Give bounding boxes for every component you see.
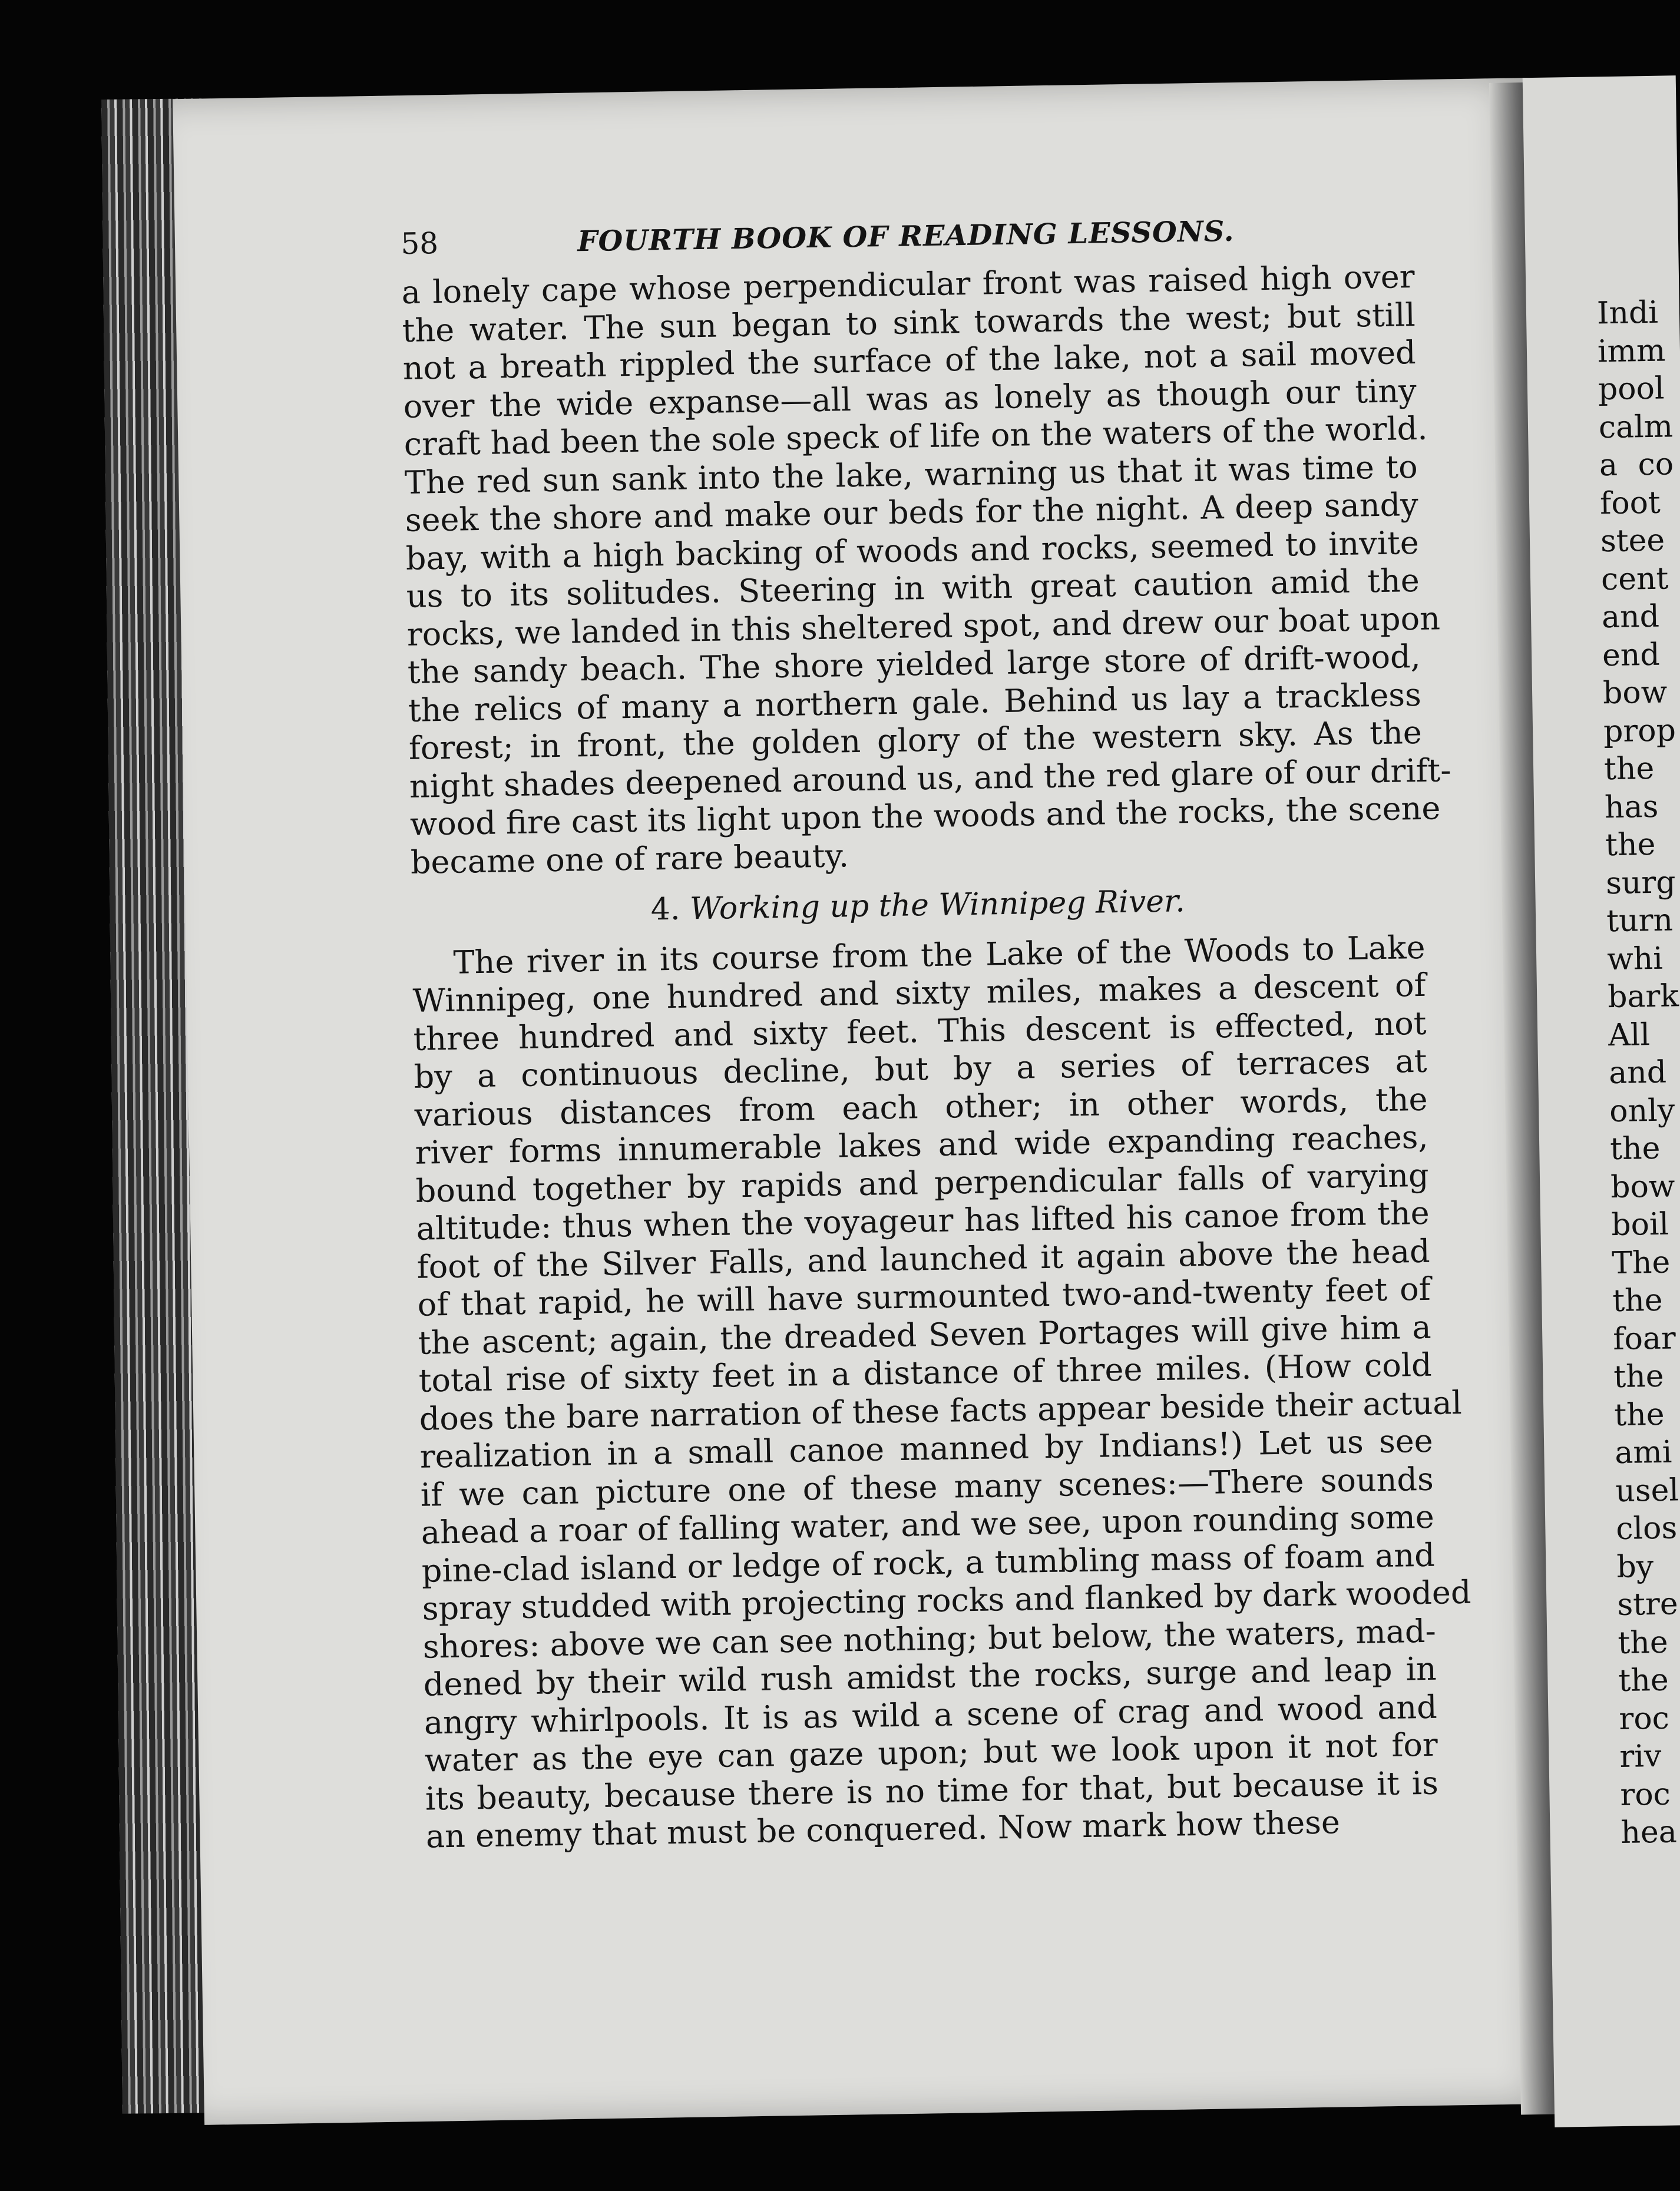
right-page-line-fragment: end: [1602, 637, 1661, 673]
right-page-line-fragment: the: [1605, 826, 1656, 863]
right-page-line-fragment: stre: [1616, 1586, 1679, 1623]
text-line: various distances from each other; in other words, the: [414, 1080, 1428, 1134]
text-line: rocks, we landed in this sheltered spot, and drew our boat upon: [406, 599, 1441, 653]
right-page-line-fragment: has: [1604, 789, 1659, 825]
right-page-line-fragment: the: [1617, 1624, 1669, 1661]
right-page-fragments: [1526, 293, 1680, 1853]
text-line: became one of rare beauty.: [410, 836, 849, 881]
text-line: ahead a roar of falling water, and we see, upon rounding some: [421, 1498, 1435, 1551]
text-line: river forms innumerable lakes and wide expanding reaches,: [415, 1118, 1428, 1171]
right-page-line-fragment: whi: [1606, 941, 1664, 977]
text-line: bay, with a high backing of woods and rocks, seemed to invite: [405, 524, 1420, 577]
right-page-line-fragment: the: [1613, 1358, 1664, 1395]
text-line: shores: above we can see nothing; but below, the waters, mad-: [422, 1612, 1437, 1666]
text-line: Winnipeg, one hundred and sixty miles, makes a descent of: [412, 966, 1426, 1020]
text-line: foot of the Silver Falls, and launched it again above the head: [416, 1232, 1431, 1286]
right-page-line-fragment: All: [1608, 1017, 1651, 1053]
right-page-line-fragment: surg: [1605, 864, 1676, 901]
text-line: three hundred and sixty feet. This descent is effected, not: [413, 1004, 1427, 1058]
text-line: wood fire cast its light upon the woods and the rocks, the scene: [409, 789, 1441, 843]
text-line: of that rapid, he will have surmounted two-and-twenty feet of: [417, 1270, 1431, 1323]
section-heading: [411, 879, 1425, 933]
text-line: an enemy that must be conquered. Now mark how these: [425, 1803, 1341, 1855]
text-line: altitude: thus when the voyageur has lifted his canoe from the: [416, 1194, 1430, 1247]
right-page-line-fragment: the: [1603, 750, 1655, 787]
right-page-line-fragment: bow: [1610, 1168, 1675, 1205]
text-line: angry whirlpools. It is as wild a scene of crag and wood and: [424, 1688, 1438, 1742]
right-page-line-fragment: ami: [1614, 1434, 1672, 1471]
text-line: The red sun sank into the lake, warning us that it was time to: [404, 448, 1418, 501]
text-line: bound together by rapids and perpendicular falls of varying: [415, 1156, 1429, 1210]
right-page-line-fragment: the: [1612, 1282, 1663, 1319]
text-line: if we can picture one of these many scenes:—There sounds: [420, 1460, 1434, 1514]
right-page-line-fragment: clos: [1615, 1510, 1678, 1547]
text-line: total rise of sixty feet in a distance of three miles. (How cold: [418, 1346, 1433, 1399]
right-page-line-fragment: prop: [1603, 712, 1676, 749]
text-line: a lonely cape whose perpendicular front was raised high over: [401, 257, 1416, 311]
text-line: dened by their wild rush amidst the rocks, surge and leap in: [423, 1650, 1437, 1703]
right-page-line-fragment: the: [1618, 1662, 1669, 1699]
right-page-line-fragment: hea: [1621, 1814, 1678, 1851]
right-page-line-fragment: roc: [1620, 1776, 1671, 1813]
text-line: its beauty, because there is no time for that, but because it is: [425, 1764, 1439, 1818]
text-line: forest; in front, the golden glory of the western sky. As the: [408, 713, 1423, 767]
right-page-line-fragment: roc: [1618, 1700, 1670, 1737]
text-line: spray studded with projecting rocks and flanked by dark wooded: [422, 1573, 1471, 1627]
section-title: Working up the Winnipeg River.: [689, 883, 1186, 927]
right-page-line-fragment: a co: [1599, 446, 1674, 484]
text-line: us to its solitudes. Steering in with great caution amid the: [406, 561, 1420, 615]
page-number: 58: [401, 226, 439, 261]
right-page-line-fragment: stee: [1600, 522, 1665, 560]
right-page-line-fragment: The: [1611, 1245, 1671, 1281]
right-page-line-fragment: imm: [1597, 333, 1666, 369]
right-page-line-fragment: calm: [1598, 408, 1674, 445]
text-line: realization in a small canoe manned by Indians!) Let us see: [419, 1422, 1434, 1475]
text-line: the ascent; again, the dreaded Seven Portages will give him a: [418, 1308, 1432, 1362]
right-page-line-fragment: cent: [1600, 560, 1669, 597]
text-line: craft had been the sole speck of life on the waters of the world.: [404, 409, 1428, 463]
text-line: the relics of many a northern gale. Behind us lay a trackless: [408, 676, 1422, 729]
text-line: seek the shore and make our beds for the night. A deep sandy: [405, 485, 1419, 539]
right-page-line-fragment: by: [1616, 1548, 1654, 1585]
right-page-line-fragment: bark: [1607, 978, 1679, 1015]
section-number: 4.: [650, 891, 680, 928]
text-line: water as the eye can gaze upon; but we look upon it not for: [424, 1726, 1438, 1779]
text-line: The river in its course from the Lake of the Woods to Lake: [453, 928, 1426, 981]
right-page-line-fragment: the: [1609, 1130, 1661, 1167]
right-page-line-fragment: usel: [1615, 1472, 1679, 1509]
right-page-line-fragment: boil: [1610, 1206, 1669, 1243]
right-page-line-fragment: foot: [1599, 485, 1661, 521]
right-page-line-fragment: and: [1601, 598, 1660, 636]
text-line: pine-clad island or ledge of rock, a tumbling mass of foam and: [421, 1536, 1436, 1590]
left-page-text: [401, 211, 1471, 1856]
right-page-line-fragment: only: [1609, 1092, 1675, 1129]
text-line: not a breath rippled the surface of the lake, not a sail moved: [402, 333, 1417, 387]
right-page-line-fragment: and: [1608, 1054, 1667, 1091]
right-page-line-fragment: pool: [1598, 370, 1665, 408]
right-page-line-fragment: the: [1613, 1396, 1665, 1433]
right-page-line-fragment: riv: [1619, 1738, 1662, 1775]
text-line: over the wide expanse—all was as lonely as though our tiny: [403, 372, 1417, 425]
text-line: by a continuous decline, but by a series of terraces at: [414, 1042, 1427, 1096]
text-line: the water. The sun began to sink towards the west; but still: [402, 296, 1416, 349]
right-page-line-fragment: turn: [1606, 902, 1674, 939]
paragraph-2: [412, 928, 1471, 1856]
right-page-line-fragment: foar: [1612, 1320, 1676, 1357]
right-page-line-fragment: Indi: [1596, 294, 1659, 332]
text-line: night shades deepened around us, and the red glare of our drift-: [409, 751, 1451, 805]
running-head: FOURTH BOOK OF READING LESSONS.: [577, 214, 1235, 259]
text-line: does the bare narration of these facts appear beside their actual: [419, 1384, 1463, 1438]
right-page-line-fragment: bow: [1602, 674, 1668, 711]
paragraph-1: [401, 257, 1451, 882]
text-line: the sandy beach. The shore yielded large store of drift-wood,: [407, 637, 1421, 691]
